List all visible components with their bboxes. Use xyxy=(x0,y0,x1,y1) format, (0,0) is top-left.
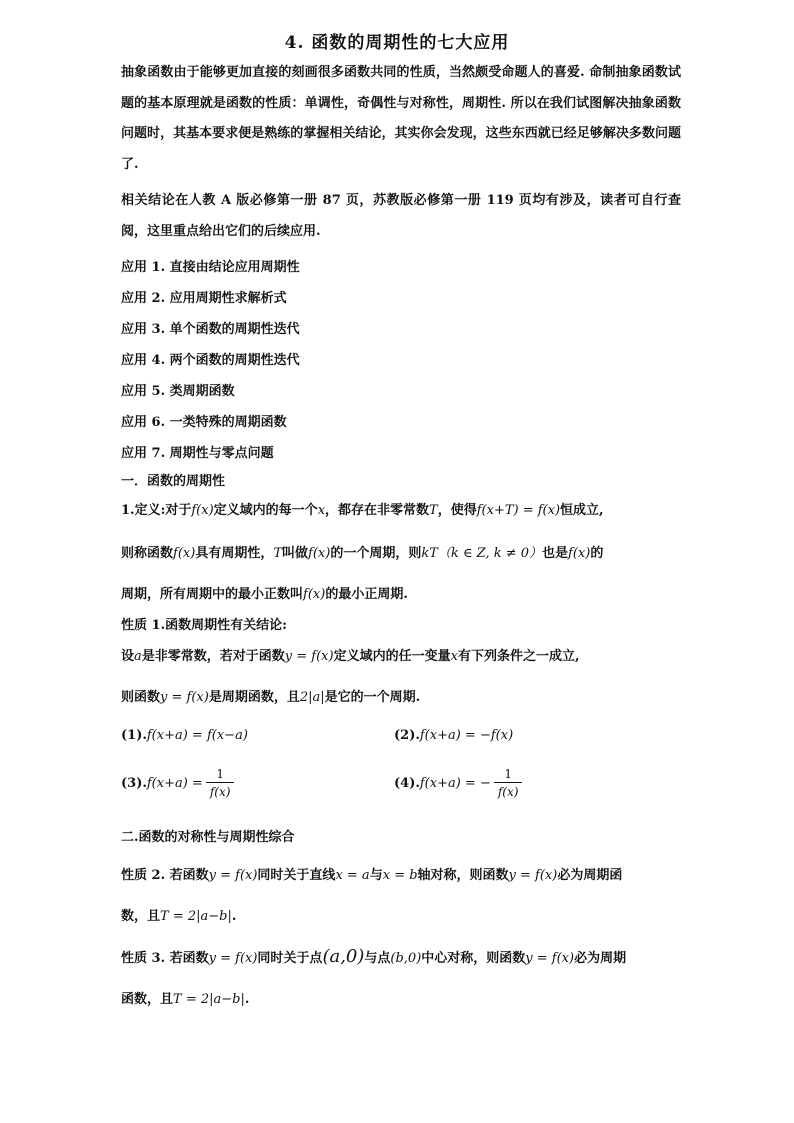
text: 定义域内的每一个 xyxy=(213,503,318,518)
math: f(x+a) = −f(x) xyxy=(419,728,514,743)
text: . xyxy=(231,909,237,924)
text: 的 xyxy=(590,546,604,561)
property-2-line-1 xyxy=(121,864,622,883)
text: 的最小正周期. xyxy=(325,587,408,602)
text: 是它的一个周期. xyxy=(324,690,421,705)
text: ，都存在非零常数 xyxy=(325,503,430,518)
text: 的一个周期，则 xyxy=(330,546,422,561)
definition-line-2 xyxy=(121,542,603,561)
text: 定义域内的任一变量 xyxy=(333,649,451,664)
property-3-line-1 xyxy=(121,946,626,967)
text: . xyxy=(244,992,250,1007)
application-item-7: 应用 7. 周期性与零点问题 xyxy=(121,446,274,461)
condition-4 xyxy=(394,766,522,801)
text: 则函数 xyxy=(121,690,161,705)
math: x = b xyxy=(382,868,418,883)
condition-label: (2). xyxy=(394,728,420,743)
property-1-line-2 xyxy=(121,686,420,705)
math: (b,0) xyxy=(390,951,422,966)
text: 数，且 xyxy=(121,909,161,924)
denominator: f(x) xyxy=(494,782,523,801)
text: 是周期函数，且 xyxy=(208,690,300,705)
text: 同时关于直线 xyxy=(257,868,336,883)
text: 恒成立, xyxy=(560,503,604,518)
section-heading-2: 二.函数的对称性与周期性综合 xyxy=(121,830,295,845)
math: 2|a| xyxy=(299,690,325,705)
math: T xyxy=(273,546,282,561)
application-item-2: 应用 2. 应用周期性求解析式 xyxy=(121,291,287,306)
math: x = a xyxy=(335,868,370,883)
math: f(x+T) = f(x) xyxy=(476,503,561,518)
application-item-3: 应用 3. 单个函数的周期性迭代 xyxy=(121,322,300,337)
text: 同时关于点 xyxy=(257,951,323,966)
math: a xyxy=(134,649,142,664)
property-2-line-2 xyxy=(121,905,236,924)
math: f(x) xyxy=(191,503,214,518)
math: f(x+a) = − xyxy=(419,776,491,791)
math: y = f(x) xyxy=(208,868,258,883)
text: 叫做 xyxy=(282,546,309,561)
fraction xyxy=(494,766,523,801)
math: f(x) xyxy=(303,587,326,602)
math: T xyxy=(429,503,438,518)
text: 也是 xyxy=(542,546,569,561)
numerator: 1 xyxy=(504,767,512,781)
math: y = f(x) xyxy=(508,868,558,883)
property-1-line-1 xyxy=(121,645,579,664)
text: ，使得 xyxy=(437,503,477,518)
text: 则称函数 xyxy=(121,546,174,561)
text: 是非零常数，若对于函数 xyxy=(141,649,285,664)
math: （k ∈ Z, k ≠ 0） xyxy=(437,546,543,561)
condition-label: (4). xyxy=(394,776,420,791)
math: x xyxy=(450,649,458,664)
text: 与点 xyxy=(364,951,391,966)
math: (a,0) xyxy=(322,946,365,967)
condition-label: (3). xyxy=(121,776,147,791)
text: 设 xyxy=(121,649,135,664)
math: y = f(x) xyxy=(284,649,334,664)
application-item-4: 应用 4. 两个函数的周期性迭代 xyxy=(121,353,300,368)
text: 具有周期性， xyxy=(195,546,274,561)
math: y = f(x) xyxy=(525,951,575,966)
property-3-line-2 xyxy=(121,988,249,1007)
text: 中心对称，则函数 xyxy=(421,951,526,966)
math: y = f(x) xyxy=(160,690,209,705)
math: f(x+a) = f(x−a) xyxy=(146,728,248,743)
math: T = 2|a−b| xyxy=(173,992,245,1007)
page-title: 4. 函数的周期性的七大应用 xyxy=(284,33,510,53)
text: 性质 3. 若函数 xyxy=(121,951,209,966)
math: f(x) xyxy=(308,546,331,561)
application-item-1: 应用 1. 直接由结论应用周期性 xyxy=(121,260,300,275)
text: 与 xyxy=(369,868,383,883)
math: y = f(x) xyxy=(208,951,258,966)
application-item-6: 应用 6. 一类特殊的周期函数 xyxy=(121,415,287,430)
condition-3 xyxy=(121,766,234,801)
text: 必为周期函 xyxy=(557,868,623,883)
denominator: f(x) xyxy=(206,782,235,801)
intro-paragraph: 抽象函数由于能够更加直接的刻画很多函数共同的性质，当然颇受命题人的喜爱. 命制抽象函数试题的基本原理就是函数的性质：单调性，奇偶性与对称性，周期性. 所以在我们试图解决抽象函数问题时，其基本要求便是熟练的掌握相关结论，其实你会发现，这些东西就已经足够解决多数问题了. xyxy=(121,65,681,172)
text: 函数，且 xyxy=(121,992,174,1007)
definition-line-1 xyxy=(121,499,604,518)
condition-2 xyxy=(394,728,513,743)
text: 性质 2. 若函数 xyxy=(121,868,209,883)
text: 周期，所有周期中的最小正数叫 xyxy=(121,587,304,602)
condition-1 xyxy=(121,728,248,743)
math: f(x+a) = xyxy=(146,776,203,791)
math: f(x) xyxy=(173,546,196,561)
fraction xyxy=(206,766,235,801)
property-1-heading: 性质 1.函数周期性有关结论: xyxy=(121,618,287,633)
text: 1.定义:对于 xyxy=(121,503,192,518)
text: 必为周期 xyxy=(574,951,627,966)
text: 轴对称，则函数 xyxy=(417,868,509,883)
math: kT xyxy=(421,546,438,561)
reference-paragraph: 相关结论在人教 A 版必修第一册 87 页，苏教版必修第一册 119 页均有涉及，读者可自行查阅，这里重点给出它们的后续应用. xyxy=(121,193,681,239)
definition-line-3 xyxy=(121,583,408,602)
numerator: 1 xyxy=(216,767,224,781)
section-heading-1: 一．函数的周期性 xyxy=(121,474,226,489)
math: T = 2|a−b| xyxy=(160,909,232,924)
text: 有下列条件之一成立, xyxy=(457,649,580,664)
math: x xyxy=(317,503,326,518)
math: f(x) xyxy=(568,546,591,561)
condition-label: (1). xyxy=(121,728,147,743)
application-item-5: 应用 5. 类周期函数 xyxy=(121,384,235,399)
